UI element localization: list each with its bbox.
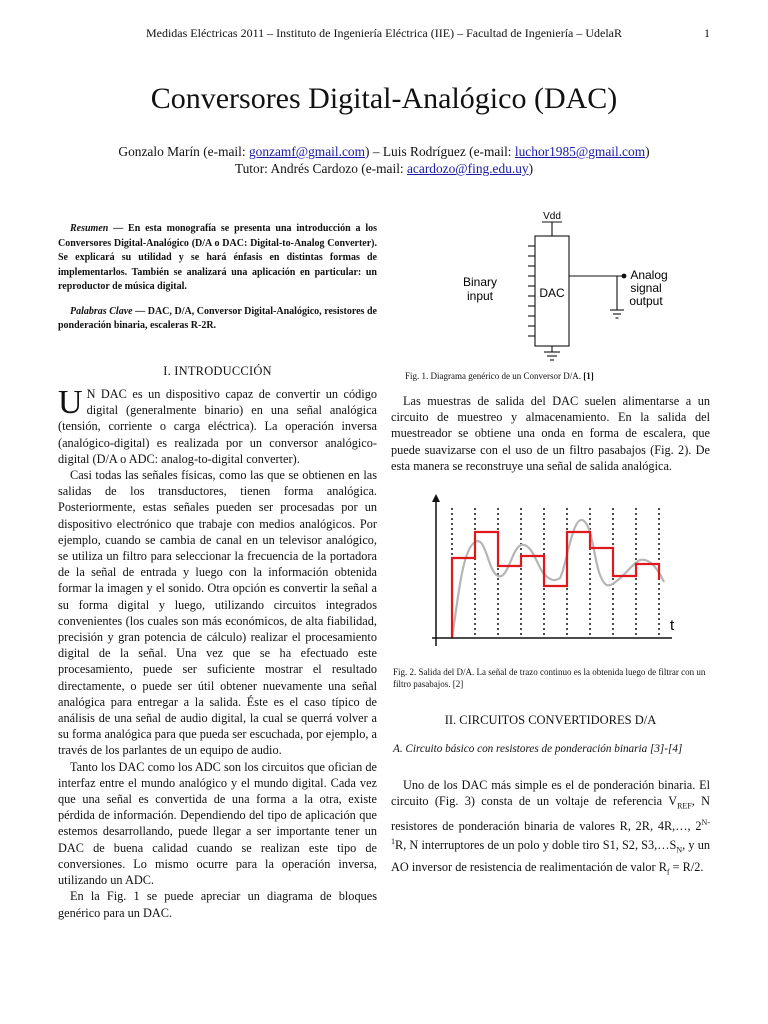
fig1-caption-text: Fig. 1. Diagrama genérico de un Conversor D/A.: [405, 371, 584, 381]
analog-label: Analog: [630, 268, 668, 282]
email-link-tutor[interactable]: acardozo@fing.edu.uy: [406, 161, 529, 176]
s2-text-a: Uno de los DAC más simple es el de ponderación binaria. El circuito (Fig. 3) consta de un voltaje de referencia V: [391, 778, 710, 809]
author-block: [40, 143, 728, 177]
axis-arrow-icon: [432, 494, 440, 502]
abstract-text: — En esta monografía se presenta una introducción a los Conversores Digital-Analógico (D/A o DAC: Digital-to-Analog Converter). Se explicará su utilidad y se hará énfasis en distintas formas de implementarlos. También se analizará una aplicación en particular: un reproductor de música digital.: [58, 223, 377, 292]
s2-sub-n: N: [676, 845, 683, 855]
intro-paragraph-1: N DAC es un dispositivo capaz de convertir un código digital (generalmente binario) en una señal analógica (tensión, corriente o carga eléctrica). La operación inversa (analógico-digital) es realizada por un conversor analógico-digital (D/A o ADC: analog-to-digital converter).: [58, 387, 377, 466]
s2-sub-ref: REF: [677, 801, 692, 811]
output-label: output: [629, 294, 663, 308]
s2-text-d: , y un AO inversor de resistencia de realimentación de valor R: [391, 838, 710, 874]
section2-paragraph-1: [391, 777, 710, 881]
running-header: Medidas Eléctricas 2011 – Instituto de Ingeniería Eléctrica (IIE) – Facultad de Ingeniería – UdelaR: [145, 26, 623, 40]
vdd-label: Vdd: [543, 211, 561, 222]
smoothed-signal: [452, 520, 664, 638]
intro-paragraph-4: En la Fig. 1 se puede apreciar un diagrama de bloques genérico para un DAC.: [58, 889, 377, 920]
section-heading-dac-circuits: II. CIRCUITOS CONVERTIDORES D/A: [444, 713, 657, 727]
s2-text-e: = R/2.: [669, 859, 704, 874]
binary-label: Binary: [462, 275, 498, 289]
paper-title: Conversores Digital-Analógico (DAC): [150, 82, 618, 115]
right-paragraph-1: Las muestras de salida del DAC suelen alimentarse a un circuito de muestreo y almacenamiento. En la salida del muestreador se obtiene una onda en forma de escalera, que puede suavizarse con el uso de un filtro pasabajos (Fig. 2). De esta manera se reconstruye una señal de salida analógica.: [391, 394, 710, 473]
figure-1-dac-diagram: [440, 206, 690, 371]
sample-lines: [452, 508, 659, 638]
tutor: Tutor: Andrés Cardozo (e-mail:: [234, 161, 407, 176]
subsection-heading: A. Circuito básico con resistores de ponderación binaria [3]-[4]: [393, 743, 683, 755]
author-2: ) – Luis Rodríguez (e-mail:: [365, 144, 515, 159]
author-1: Gonzalo Marín (e-mail:: [118, 144, 249, 159]
t-axis-label: t: [670, 617, 675, 634]
output-node: [622, 274, 627, 279]
figure-2-dac-output: [400, 490, 690, 650]
drop-cap: U: [58, 384, 83, 421]
signal-label: signal: [630, 281, 662, 295]
keywords-text: — DAC, D/A, Conversor Digital-Analógico, resistores de ponderación binaria, escaleras R-2R.: [58, 305, 377, 331]
right-column-body-2: [391, 777, 710, 881]
right-column-body-1: [391, 393, 710, 474]
figure-1-caption: [405, 371, 594, 381]
input-label: input: [466, 289, 494, 303]
figure-2-caption: Fig. 2. Salida del D/A. La señal de trazo continuo es la obtenida luego de filtrar con un filtro pasabajos. [2]: [393, 667, 706, 689]
abstract-label: Resumen: [70, 223, 109, 234]
section-heading-intro: I. INTRODUCCIÓN: [163, 364, 272, 378]
abstract: [58, 222, 377, 344]
intro-paragraph-2: Casi todas las señales físicas, como las que se obtienen en las salidas de los transductores, tienen forma analógica. Posteriormente, estas señales pueden ser procesadas por un dispositivo electrónico que trabaje con medios analógicos. Por ejemplo, cuando se cambia de canal en un televisor analógico, se utiliza un filtro para seleccionar la frecuencia de la portadora de la señal de entrada y luego con la información obtenida formar la imagen y el sonido. Otra opción es convertir la señal a su forma digital y luego, utilizando circuitos integrados convenientes (los cuales son más económicos, de alta fiabilidad, precisión y gran potencia de cálculo) realizar el procesamiento digital de la señal. Una vez que se ha efectuado este procesamiento, puede ser suficiente mostrar el resultado directamente, o puede ser útil obtener nuevamente una señal analógica para entregar a la salida. Éste es el caso típico de análisis de una señal de audio digital, la cual se querrá volver a su forma analógica para que pueda ser escuchada, por ejemplo, a través de los parlantes de un equipo de audio.: [58, 468, 377, 758]
dac-label: DAC: [539, 286, 565, 300]
left-column-body: [58, 386, 377, 921]
fig1-caption-ref: [1]: [583, 371, 594, 381]
s2-sup-n: N-1: [391, 817, 710, 847]
page-number: 1: [704, 26, 710, 40]
author-2-close: ): [645, 144, 650, 159]
s2-text-c: R, N interruptores de un polo y doble tiro S1, S2, S3,…S: [395, 838, 677, 853]
email-link-2[interactable]: luchor1985@gmail.com: [514, 144, 646, 159]
tutor-close: ): [528, 161, 534, 176]
keywords-label: Palabras Clave: [70, 305, 133, 317]
s2-sub-f: f: [666, 867, 670, 877]
s2-text-b: , N resistores de ponderación binaria de valores R, 2R, 4R,…, 2: [391, 794, 711, 833]
email-link-1[interactable]: gonzamf@gmail.com: [248, 144, 366, 159]
intro-paragraph-3: Tanto los DAC como los ADC son los circuitos que ofician de interfaz entre el mundo analógico y el mundo digital. Cada vez que una señal es convertida de una forma a la otra, existe pérdida de información. Dependiendo del tipo de aplicación que estemos desarrollando, puede llegar a ser importante tener un DAC de buena calidad cuando se realizan este tipo de conversiones. Lo mismo ocurre para la operación inversa, utilizando un ADC.: [58, 759, 377, 888]
